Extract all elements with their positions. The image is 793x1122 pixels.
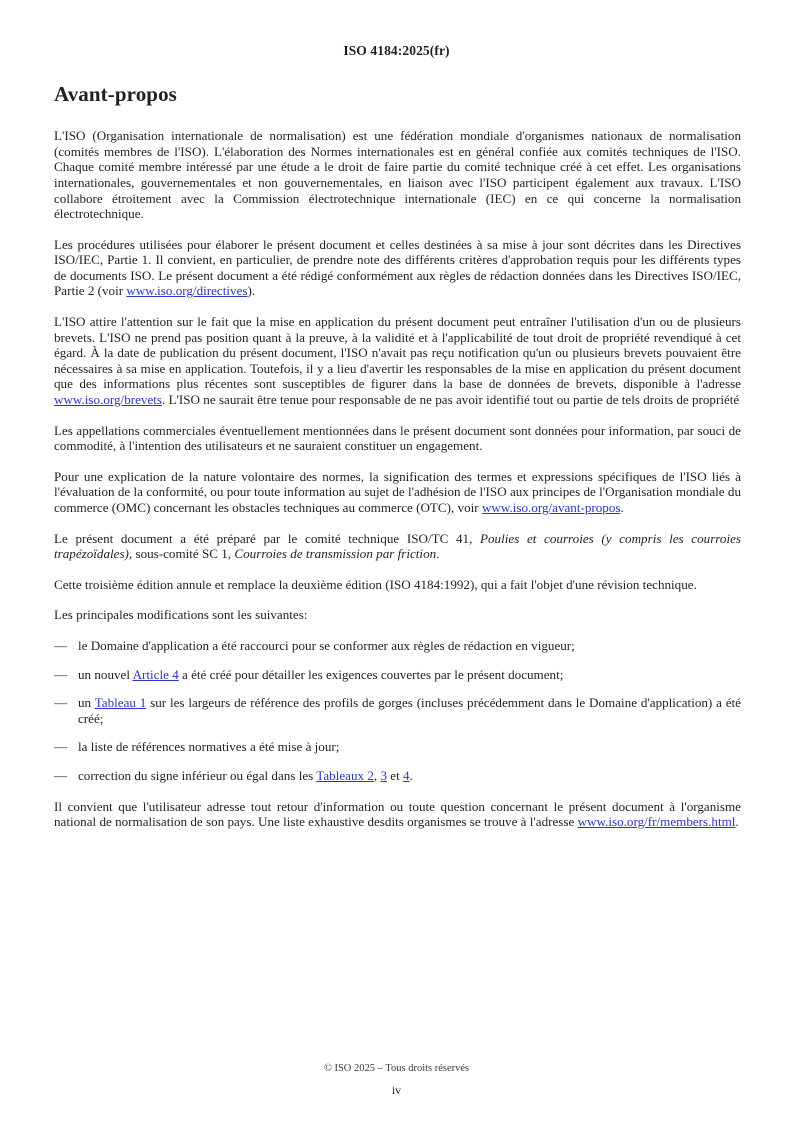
paragraph-committee-text-middle: , sous-comité SC 1, <box>128 546 235 562</box>
list-item-text-before: un <box>78 695 95 711</box>
running-head: ISO 4184:2025(fr) <box>343 43 450 58</box>
link-iso-members[interactable]: www.iso.org/fr/members.html <box>577 814 736 830</box>
list-item <box>54 695 741 726</box>
document-content <box>54 82 741 845</box>
paragraph-procedures <box>54 237 741 299</box>
list-item-text-before: un nouvel <box>78 666 133 682</box>
em-dash-bullet: — <box>54 637 68 653</box>
paragraph-voluntary-nature <box>54 469 741 516</box>
paragraph-patents-text-before: L'ISO attire l'attention sur le fait que la mise en application du présent document peut entraîner l'utilisation d'un ou de plusieurs brevets. L'ISO ne prend pas position quant à la preuve, à la validité et à l'applicabilité de tout droit de propriété revendiqué à cet égard. À la date de publication du présent document, l'ISO n'avait pas reçu notification qu'un ou plusieurs brevets pouvaient être nécessaires à sa mise en application. Toutefois, il y a lieu d'avertir les responsables de la mise en application du présent document que des informations plus récentes sont susceptibles de figurer dans la base de données de brevets, disponible à l'adresse <box>54 314 741 392</box>
page-number: iv <box>391 1083 402 1097</box>
link-tableau-4[interactable]: 4 <box>403 767 410 783</box>
link-iso-directives[interactable]: www.iso.org/directives <box>126 283 248 299</box>
paragraph-procedures-text-after: ). <box>247 283 256 299</box>
em-dash-bullet: — <box>54 695 68 711</box>
em-dash-bullet: — <box>54 739 68 755</box>
list-item <box>54 638 741 654</box>
list-item-text: la liste de références normatives a été mise à jour; <box>78 739 340 755</box>
changes-list <box>54 638 741 784</box>
paragraph-committee <box>54 531 741 562</box>
list-item-separator: et <box>387 767 403 783</box>
paragraph-feedback-text-before: Il convient que l'utilisateur adresse tout retour d'information ou toute question concernant le présent document à l'organisme national de normalisation de son pays. Une liste exhaustive desdits organismes se trouve à l'adresse <box>54 798 741 830</box>
committee-title-tc41: Poulies et courroies (y compris les courroies trapézoïdales) <box>54 530 741 562</box>
paragraph-feedback-text-after: . <box>735 814 739 830</box>
link-iso-avant-propos[interactable]: www.iso.org/avant-propos <box>481 500 621 516</box>
list-item-text-after: sur les largeurs de référence des profils de gorges (incluses précédemment dans le Domaine d'application) a été créé; <box>78 695 741 726</box>
paragraph-edition: Cette troisième édition annule et remplace la deuxième édition (ISO 4184:1992), qui a fait l'objet d'une révision technique. <box>54 576 697 592</box>
paragraph-voluntary-text-after: . <box>620 500 624 516</box>
link-tableaux-2[interactable]: Tableaux 2 <box>316 767 374 783</box>
link-tableau-1[interactable]: Tableau 1 <box>94 695 147 711</box>
list-item-text-after: . <box>409 767 413 783</box>
paragraph-changes-intro: Les principales modifications sont les suivantes: <box>54 607 308 623</box>
footer-copyright: © ISO 2025 – Tous droits réservés <box>323 1063 470 1074</box>
paragraph-voluntary-text-before: Pour une explication de la nature volontaire des normes, la signification des termes et expressions spécifiques de l'ISO liés à l'évaluation de la conformité, ou pour toute information au sujet de l'adhésion de l'ISO aux principes de l'Organisation mondiale du commerce (OMC) concernant les obstacles techniques au commerce (OTC), voir <box>54 468 741 516</box>
link-tableau-3[interactable]: 3 <box>380 767 387 783</box>
link-iso-brevets[interactable]: www.iso.org/brevets <box>54 392 163 408</box>
paragraph-procedures-text-before: Les procédures utilisées pour élaborer le présent document et celles destinées à sa mise à jour sont décrites dans les Directives ISO/IEC, Partie 1. Il convient, en particulier, de prendre note des différents critères d'approbation requis pour les différents types de documents ISO. Le présent document a été rédigé conformément aux règles de rédaction données dans les Directives ISO/IEC, Partie 2 (voir <box>54 236 741 299</box>
list-item-text-after: a été créé pour détailler les exigences couvertes par le présent document; <box>178 666 564 682</box>
list-item-text-before: correction du signe inférieur ou égal dans les <box>78 767 317 783</box>
paragraph-committee-text-before: Le présent document a été préparé par le comité technique ISO/TC 41, <box>54 530 481 546</box>
list-item <box>54 768 741 784</box>
paragraph-trade-names: Les appellations commerciales éventuellement mentionnées dans le présent document sont données pour information, par souci de commodité, à l'intention des utilisateurs et ne sauraient constituer un engagement. <box>54 422 741 454</box>
paragraph-patents-text-after: . L'ISO ne saurait être tenue pour responsable de ne pas avoir identifié tout ou partie de tels droits de propriété <box>162 392 740 408</box>
committee-title-sc1: Courroies de transmission par friction <box>234 546 437 562</box>
list-item <box>54 667 741 683</box>
em-dash-bullet: — <box>54 767 68 783</box>
list-item-text: le Domaine d'application a été raccourci pour se conformer aux règles de rédaction en vigueur; <box>78 637 575 653</box>
list-item-separator: , <box>373 767 381 783</box>
paragraph-patents <box>54 314 741 408</box>
paragraph-committee-text-after: . <box>436 546 440 562</box>
paragraph-iso-definition: L'ISO (Organisation internationale de normalisation) est une fédération mondiale d'organismes nationaux de normalisation (comités membres de l'ISO). L'élaboration des Normes internationales est en général confiée aux comités techniques de l'ISO. Chaque comité membre intéressé par une étude a le droit de faire partie du comité technique créé à cet effet. Les organisations internationales, gouvernementales et non gouvernementales, en liaison avec l'ISO participent également aux travaux. L'ISO collabore étroitement avec la Commission électrotechnique internationale (IEC) en ce qui concerne la normalisation électrotechnique. <box>54 128 741 222</box>
em-dash-bullet: — <box>54 666 68 682</box>
link-article-4[interactable]: Article 4 <box>132 666 179 682</box>
paragraph-feedback <box>54 799 741 830</box>
list-item <box>54 739 741 755</box>
page-title: Avant-propos <box>54 82 177 106</box>
